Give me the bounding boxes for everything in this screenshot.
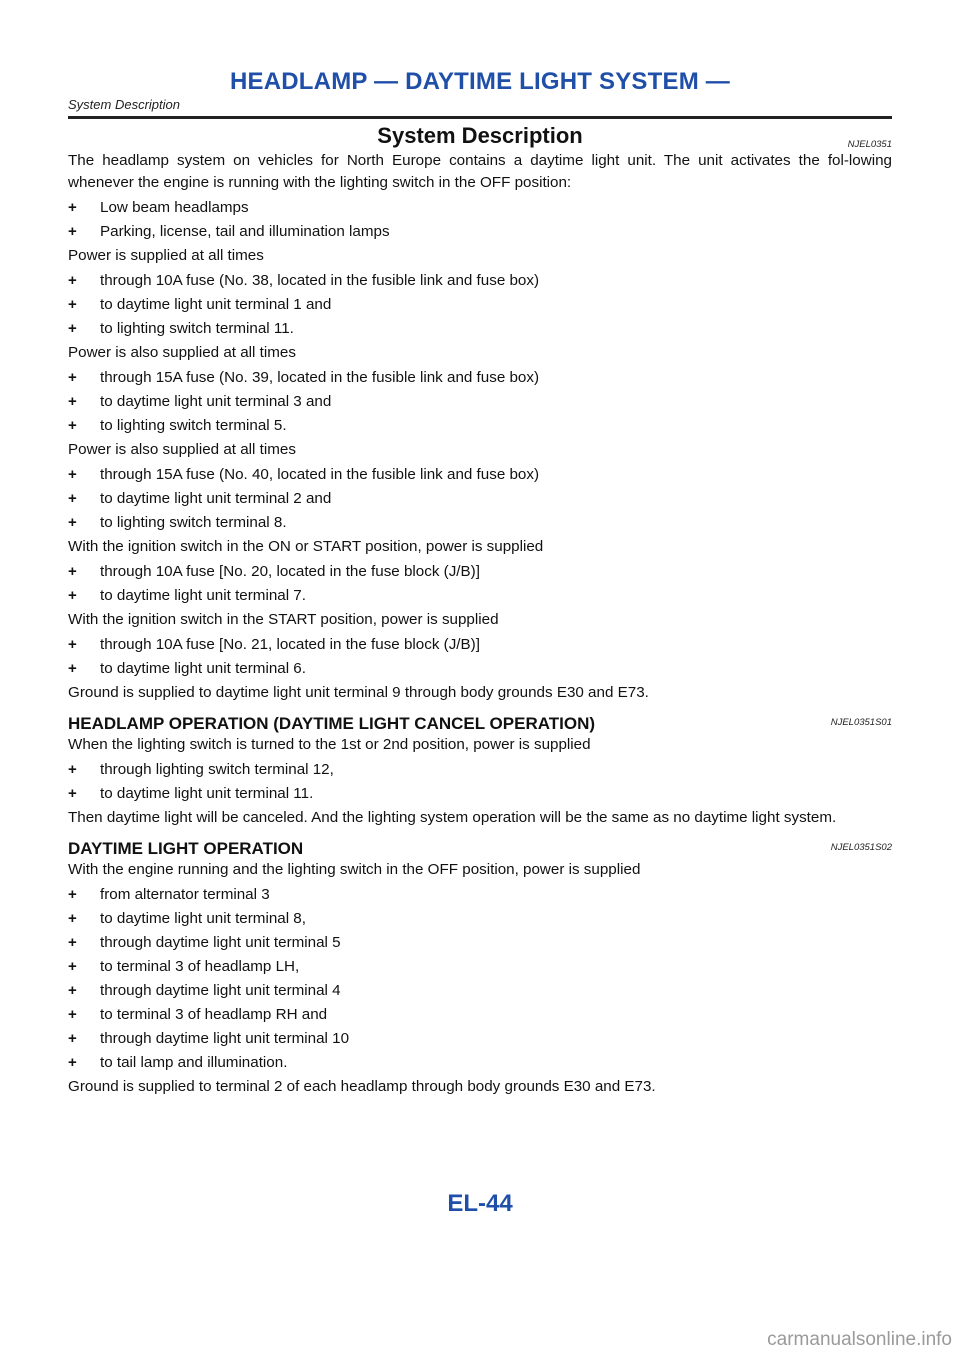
section-heading <box>68 122 892 150</box>
section-title: System Description <box>377 123 583 148</box>
list-item <box>68 932 892 954</box>
header-subtitle: System Description <box>68 97 180 112</box>
bullet-marker: + <box>68 785 77 802</box>
paragraph: Power is supplied at all times <box>68 247 264 264</box>
bullet-marker: + <box>68 514 77 531</box>
bullet-marker: + <box>68 636 77 653</box>
fuse-20-list <box>68 561 892 607</box>
list-item <box>68 634 892 656</box>
list-item-text: through 10A fuse [No. 21, located in the fuse block (J/B)] <box>100 636 480 653</box>
list-item-text: to daytime light unit terminal 11. <box>100 785 314 802</box>
list-item-text: to lighting switch terminal 5. <box>100 417 287 434</box>
list-item-text: to lighting switch terminal 11. <box>100 320 294 337</box>
section-code: NJEL0351 <box>847 139 892 150</box>
list-item-text: to daytime light unit terminal 8, <box>100 910 306 927</box>
list-item-text: through daytime light unit terminal 5 <box>100 934 341 951</box>
bullet-marker: + <box>68 761 77 778</box>
list-item-text: to daytime light unit terminal 6. <box>100 660 306 677</box>
list-item <box>68 884 892 906</box>
list-item-text: through daytime light unit terminal 4 <box>100 982 341 999</box>
list-item-text: through 15A fuse (No. 40, located in the fusible link and fuse box) <box>100 466 540 483</box>
list-item <box>68 908 892 930</box>
list-item-text: to terminal 3 of headlamp LH, <box>100 958 300 975</box>
list-item <box>68 658 892 680</box>
list-item-text: to tail lamp and illumination. <box>100 1054 288 1071</box>
bullet-marker: + <box>68 393 77 410</box>
list-item-text: through 10A fuse (No. 38, located in the fusible link and fuse box) <box>100 272 540 289</box>
subsection-title: HEADLAMP OPERATION (DAYTIME LIGHT CANCEL OPERATION) <box>68 714 596 733</box>
bullet-marker: + <box>68 910 77 927</box>
subsection-heading <box>68 714 892 734</box>
list-item <box>68 585 892 607</box>
page-number: EL-44 <box>447 1190 513 1217</box>
paragraph: Power is also supplied at all times <box>68 344 296 361</box>
list-item <box>68 221 892 243</box>
bullet-marker: + <box>68 272 77 289</box>
paragraph: When the lighting switch is turned to the 1st or 2nd position, power is supplied <box>68 736 591 753</box>
bullet-marker: + <box>68 1030 77 1047</box>
list-item-text: to terminal 3 of headlamp RH and <box>100 1006 328 1023</box>
bullet-marker: + <box>68 199 77 216</box>
list-item <box>68 1004 892 1026</box>
list-item <box>68 391 892 413</box>
intro-paragraph: The headlamp system on vehicles for North Europe contains a daytime light unit. The unit activates the fol-lowing whenever the engine is running with the lighting switch in the OFF position: <box>68 152 892 191</box>
list-item <box>68 759 892 781</box>
list-item-text: through lighting switch terminal 12, <box>100 761 334 778</box>
list-item <box>68 561 892 583</box>
list-item <box>68 415 892 437</box>
bullet-marker: + <box>68 1054 77 1071</box>
page-header <box>68 68 892 112</box>
list-item <box>68 980 892 1002</box>
subsection-heading <box>68 839 892 859</box>
list-item <box>68 783 892 805</box>
paragraph: Ground is supplied to daytime light unit terminal 9 through body grounds E30 and E73. <box>68 684 649 701</box>
cancel-operation-list <box>68 759 892 805</box>
paragraph: With the engine running and the lighting switch in the OFF position, power is supplied <box>68 861 641 878</box>
list-item <box>68 294 892 316</box>
watermark: carmanualsonline.info <box>767 1329 952 1350</box>
list-item <box>68 464 892 486</box>
bullet-marker: + <box>68 982 77 999</box>
fuse-21-list <box>68 634 892 680</box>
bullet-marker: + <box>68 1006 77 1023</box>
list-item <box>68 197 892 219</box>
list-item <box>68 1028 892 1050</box>
intro-list <box>68 197 892 243</box>
paragraph: Ground is supplied to terminal 2 of each headlamp through body grounds E30 and E73. <box>68 1078 656 1095</box>
bullet-marker: + <box>68 417 77 434</box>
bullet-marker: + <box>68 296 77 313</box>
bullet-marker: + <box>68 660 77 677</box>
list-item-text: Parking, license, tail and illumination lamps <box>100 223 390 240</box>
list-item-text: to lighting switch terminal 8. <box>100 514 287 531</box>
page-content <box>68 122 892 1101</box>
list-item-text: to daytime light unit terminal 7. <box>100 587 306 604</box>
header-title: HEADLAMP — DAYTIME LIGHT SYSTEM — <box>230 68 730 95</box>
list-item <box>68 956 892 978</box>
list-item <box>68 270 892 292</box>
bullet-marker: + <box>68 587 77 604</box>
list-item <box>68 512 892 534</box>
bullet-marker: + <box>68 466 77 483</box>
bullet-marker: + <box>68 223 77 240</box>
list-item-text: through 10A fuse [No. 20, located in the fuse block (J/B)] <box>100 563 480 580</box>
header-divider <box>68 116 892 119</box>
list-item <box>68 1052 892 1074</box>
list-item-text: to daytime light unit terminal 1 and <box>100 296 332 313</box>
bullet-marker: + <box>68 886 77 903</box>
bullet-marker: + <box>68 369 77 386</box>
list-item <box>68 318 892 340</box>
bullet-marker: + <box>68 490 77 507</box>
fuse-38-list <box>68 270 892 340</box>
bullet-marker: + <box>68 320 77 337</box>
subsection-title: DAYTIME LIGHT OPERATION <box>68 839 304 858</box>
list-item-text: through 15A fuse (No. 39, located in the fusible link and fuse box) <box>100 369 540 386</box>
subsection-code: NJEL0351S02 <box>830 842 892 853</box>
list-item-text: Low beam headlamps <box>100 199 249 216</box>
bullet-marker: + <box>68 934 77 951</box>
list-item-text: from alternator terminal 3 <box>100 886 270 903</box>
fuse-40-list <box>68 464 892 534</box>
daytime-operation-list <box>68 884 892 1074</box>
bullet-marker: + <box>68 958 77 975</box>
list-item <box>68 367 892 389</box>
list-item <box>68 488 892 510</box>
paragraph: Power is also supplied at all times <box>68 441 296 458</box>
fuse-39-list <box>68 367 892 437</box>
bullet-marker: + <box>68 563 77 580</box>
list-item-text: to daytime light unit terminal 2 and <box>100 490 332 507</box>
paragraph: Then daytime light will be canceled. And the lighting system operation will be the same as no daytime light system. <box>68 809 837 826</box>
paragraph: With the ignition switch in the ON or START position, power is supplied <box>68 538 544 555</box>
list-item-text: to daytime light unit terminal 3 and <box>100 393 332 410</box>
subsection-code: NJEL0351S01 <box>830 717 892 728</box>
list-item-text: through daytime light unit terminal 10 <box>100 1030 350 1047</box>
paragraph: With the ignition switch in the START position, power is supplied <box>68 611 499 628</box>
